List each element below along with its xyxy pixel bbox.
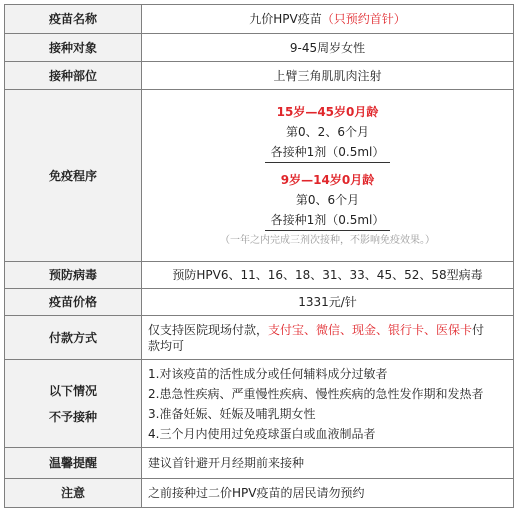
schedule-group1-amount: 各接种1剂（0.5ml） (265, 144, 391, 163)
vaccine-name-note: （只预约首针） (321, 12, 406, 26)
exclusions-label-line2: 不予接种 (48, 409, 97, 424)
row-tips (5, 448, 514, 479)
row-schedule (5, 90, 514, 262)
value-price: 1331元/针 (142, 289, 514, 316)
value-notice: 之前接种过二价HPV疫苗的居民请勿预约 (142, 479, 514, 508)
vaccine-name-text: 九价HPV疫苗 (249, 12, 322, 26)
row-exclusions (5, 360, 514, 448)
label-payment: 付款方式 (5, 316, 142, 360)
label-notice: 注意 (5, 479, 142, 508)
value-prevent: 预防HPV6、11、16、18、31、33、45、52、58型病毒 (142, 262, 514, 289)
label-site: 接种部位 (5, 62, 142, 90)
value-site: 上臂三角肌肌肉注射 (142, 62, 514, 90)
schedule-group2-amount: 各接种1剂（0.5ml） (265, 212, 391, 231)
row-payment (5, 316, 514, 360)
label-price: 疫苗价格 (5, 289, 142, 316)
label-prevent: 预防病毒 (5, 262, 142, 289)
payment-suffix-line2: 款均可 (148, 338, 185, 353)
value-schedule (142, 90, 514, 262)
value-payment (142, 316, 514, 360)
label-target: 接种对象 (5, 34, 142, 62)
row-price (5, 289, 514, 316)
label-tips: 温馨提醒 (5, 448, 142, 479)
schedule-group2-doses: 第0、6个月 (295, 192, 360, 207)
value-exclusions (142, 360, 514, 448)
exclusion-item: 1.对该疫苗的活性成分或任何辅料成分过敏者 (148, 366, 388, 381)
payment-suffix-inline: 付 (472, 322, 485, 337)
exclusion-item: 2.患急性疾病、严重慢性疾病、慢性疾病的急性发作期和发热者 (148, 386, 484, 401)
value-target: 9-45周岁女性 (142, 34, 514, 62)
vaccine-info-table (4, 4, 514, 508)
row-site (5, 62, 514, 90)
exclusions-label-line1: 以下情况 (48, 383, 97, 398)
row-prevent (5, 262, 514, 289)
row-vaccine-name (5, 5, 514, 34)
row-notice (5, 479, 514, 508)
schedule-group1-age: 15岁—45岁0月龄 (276, 104, 379, 119)
label-exclusions (5, 360, 142, 448)
payment-methods: 支付宝、微信、现金、银行卡、医保卡 (268, 322, 473, 337)
label-schedule: 免疫程序 (5, 90, 142, 262)
value-vaccine-name (142, 5, 514, 34)
value-tips: 建议首针避开月经期前来接种 (142, 448, 514, 479)
exclusion-item: 3.准备妊娠、妊娠及哺乳期女性 (148, 406, 316, 421)
schedule-note: （一年之内完成三剂次接种，不影响免疫效果。） (220, 234, 435, 246)
schedule-group2-age: 9岁—14岁0月龄 (280, 172, 375, 187)
payment-prefix: 仅支持医院现场付款， (148, 322, 269, 337)
label-vaccine-name: 疫苗名称 (5, 5, 142, 34)
exclusion-item: 4.三个月内使用过免疫球蛋白或血液制品者 (148, 426, 376, 441)
row-target (5, 34, 514, 62)
schedule-group1-doses: 第0、2、6个月 (286, 124, 369, 139)
